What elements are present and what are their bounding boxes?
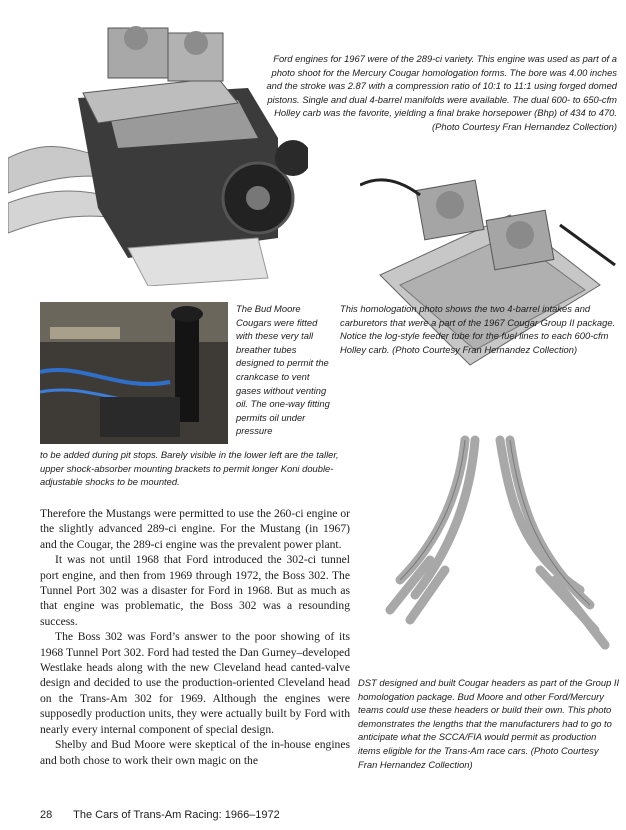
page-number: 28 [40, 809, 53, 821]
book-title: The Cars of Trans-Am Racing: 1966–1972 [73, 809, 280, 821]
headers-photo [370, 430, 618, 662]
engine-photo [8, 8, 308, 286]
intake-caption [340, 302, 620, 356]
body-paragraph-4: Shelby and Bud Moore were skeptical of the in-house engines and both chose to work their own magic on the [40, 738, 350, 767]
intake-caption-text: This homologation photo shows the two 4-barrel intakes and carburetors that were a part of the 1967 Cougar Group II package. Notice the log-style feeder tube for the fuel lines to each 600-cfm Holley carb. (Photo Courtesy Fran Hernandez Collection) [340, 303, 616, 355]
headers-caption-text: DST designed and built Cougar headers as part of the Group II homologation package. Bud Moore and other Ford/Mercury teams could use these headers or build their own. This photo demonstrates the lengths that the manufacturers had to go to anticipate what the SCCA/FIA would permit as production items eligible for the Trans-Am race cars. (Photo Courtesy Fran Hernandez Collection) [358, 677, 620, 770]
body-paragraph-2: It was not until 1968 that Ford introduced the 302-ci tunnel port engine, and then from 1969 through 1972, the Boss 302. The Tunnel Port 302 was a disaster for Ford in 1968. But as much as that engine was problematic, the Boss 302 was a resounding success. [40, 553, 350, 628]
body-paragraph-3: The Boss 302 was Ford’s answer to the poor showing of its 1968 Tunnel Port 302. Ford had tested the Dan Gurney–developed Westlake heads along with the new Cleveland head canted-valve design and decided to use the production-oriented Cleveland head on the Trans-Am 302 for 1969. Although the engines were supposedly production units, they were actually built by Ford with nearly every internal component of special design. [40, 630, 350, 736]
body-paragraph-1: Therefore the Mustangs were permitted to use the 260-ci engine or the slightly advanced 289-ci engine. For the Mustang (in 1967) and the Cougar, the 289-ci engine was the prevalent power plant. [40, 507, 350, 551]
breather-caption-lower-text: to be added during pit stops. Barely visible in the lower left are the taller, upper shock-absorber mounting brackets to permit longer Koni double-adjustable shocks to be mounted. [40, 449, 339, 488]
page-footer [40, 809, 600, 821]
breather-caption-upper-text: The Bud Moore Cougars were fitted with these very tall breather tubes designed to permit the crankcase to vent gases without venting oil. The one-way fitting permits oil under pressure [236, 303, 330, 437]
breather-caption-lower [40, 448, 340, 489]
headers-caption [358, 676, 620, 771]
breather-photo [40, 302, 228, 444]
body-text-column [40, 506, 350, 768]
breather-caption-upper [236, 302, 332, 438]
engine-caption [265, 52, 617, 134]
engine-caption-text: Ford engines for 1967 were of the 289-ci variety. This engine was used as part of a photo shoot for the Mercury Cougar homologation forms. The bore was 4.00 inches and the stroke was 2.87 with a compression ratio of 10:1 to 11:1 using forged domed pistons. Single and dual 4-barrel manifolds were available. The dual 600- to 650-cfm Holley carb was the favorite, yielding a final brake horsepower (Bhp) of 434 to 470. (Photo Courtesy Fran Hernandez Collection) [266, 53, 617, 132]
